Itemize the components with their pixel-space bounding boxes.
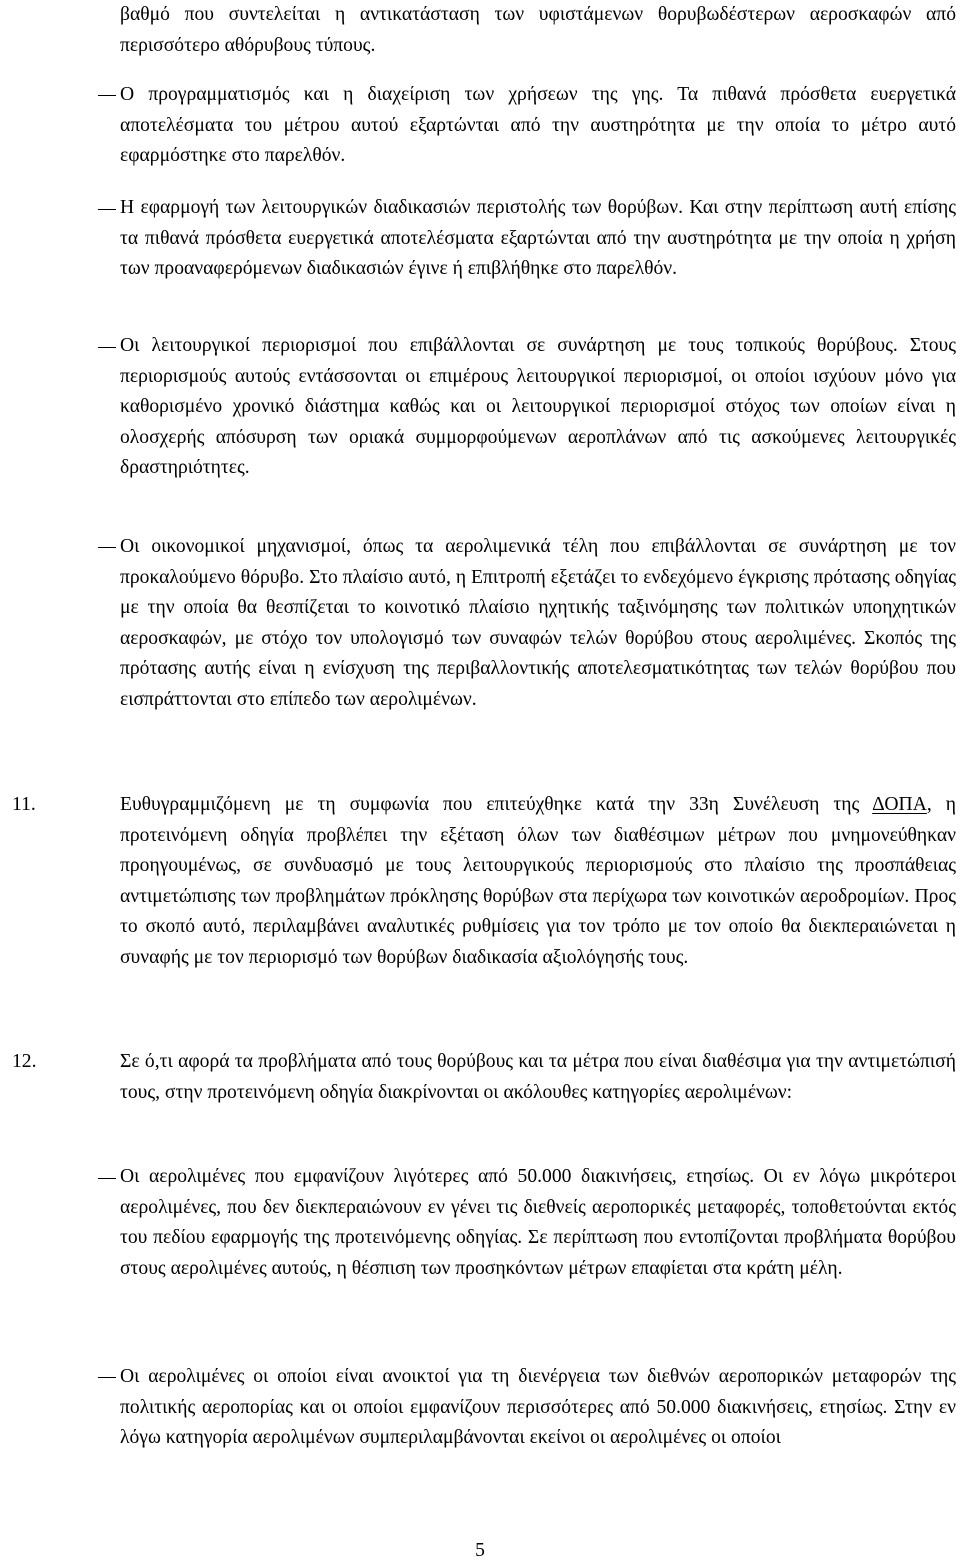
bullet-operating-restrictions: Οι λειτουργικοί περιορισμοί που επιβάλλονται σε συνάρτηση με τους τοπικούς θορύβους. Στους περιορισμούς αυτούς εντάσσονται οι επιμέρους λειτουργικοί περιορισμοί, οι οποίοι ισχύουν μόνο για καθορισμένο χρονικό διάστημα καθώς και οι λειτουργικοί περιορισμοί στόχος των οποίων είναι η ολοσχερής απόσυρση των οριακά συμμορφούμενων αεροπλάνων από τις ασκούμενες λειτουργικές δραστηριότητες.: [120, 335, 956, 479]
page-number: 5: [475, 1540, 485, 1561]
item-11-paragraph: [120, 790, 956, 974]
icao-abbreviation: ΔΟΠΑ: [872, 794, 927, 815]
item-11-text-before: Ευθυγραμμιζόμενη με τη συμφωνία που επιτεύχθηκε κατά την 33η Συνέλευση της: [120, 794, 873, 815]
dash-bullet-marker: [98, 209, 116, 210]
dash-bullet-marker: [98, 1178, 116, 1179]
item-12-paragraph: Σε ό,τι αφορά τα προβλήματα από τους θορύβους και τα μέτρα που είναι διαθέσιμα για την αντιμετώπισή τους, στην προτεινόμενη οδηγία διακρίνονται οι ακόλουθες κατηγορίες αερολιμένων:: [120, 1051, 956, 1103]
bullet-small-airports: Οι αερολιμένες που εμφανίζουν λιγότερες από 50.000 διακινήσεις, ετησίως. Οι εν λόγω μικρότεροι αερολιμένες, που δεν διεκπεραιώνουν εν γένει τις διεθνείς αεροπορικές μεταφορές, τοποθετούνται εκτός του πεδίου εφαρμογής της προτεινόμενης οδηγίας. Σε περίπτωση που εντοπίζονται προβλήματα θορύβου στους αερολιμένες αυτούς, η θέσπιση των προσηκόντων μέτρων επαφίεται στα κράτη μέλη.: [120, 1166, 956, 1279]
dash-bullet-marker: [98, 547, 116, 548]
item-number-12: 12.: [12, 1051, 37, 1072]
item-11-text-after: , η προτεινόμενη οδηγία προβλέπει την εξέταση όλων των διαθέσιμων μέτρων που μνημονεύθηκαν προηγουμένως, σε συνδυασμό με τους λειτουργικούς περιορισμούς στο πλαίσιο της προσπάθειας αντιμετώπισης των προβλημάτων πρόκλησης θορύβων στα περίχωρα των κοινοτικών αεροδρομίων. Προς το σκοπό αυτό, περιλαμβάνει αναλυτικές ρυθμίσεις για τον τρόπο με τον οποίο θα διεκπεραιώνεται η συναφής με τον περιορισμό των θορύβων διαδικασία αξιολόγησής τους.: [120, 794, 957, 968]
bullet-operational-procedures: Η εφαρμογή των λειτουργικών διαδικασιών περιστολής των θορύβων. Και στην περίπτωση αυτή επίσης τα πιθανά πρόσθετα ευεργετικά αποτελέσματα εξαρτώνται από την αυστηρότητα με την οποία η χρήση των προαναφερόμενων διαδικασιών έγινε ή επιβλήθηκε στο παρελθόν.: [120, 197, 956, 280]
dash-bullet-marker: [98, 95, 116, 96]
bullet-economic-instruments: Οι οικονομικοί μηχανισμοί, όπως τα αερολιμενικά τέλη που επιβάλλονται σε συνάρτηση με τον προκαλούμενο θόρυβο. Στο πλαίσιο αυτό, η Επιτροπή εξετάζει το ενδεχόμενο έγκρισης πρότασης οδηγίας με την οποία θα θεσπίζεται το κοινοτικό πλαίσιο ηχητικής ταξινόμησης των πολιτικών υποηχητικών αεροσκαφών, με στόχο τον υπολογισμό των συναφών τελών θορύβου στους αερολιμένες. Σκοπός της πρότασης αυτής είναι η ενίσχυση της περιβαλλοντικής αποτελεσματικότητας των τελών θορύβου που εισπράττονται στο επίπεδο των αερολιμένων.: [120, 536, 956, 710]
continuation-paragraph: βαθμό που συντελείται η αντικατάσταση των υφιστάμενων θορυβωδέστερων αεροσκαφών από περισσότερο αθόρυβους τύπους.: [120, 4, 956, 56]
item-number-11: 11.: [12, 794, 36, 815]
dash-bullet-marker: [98, 347, 116, 348]
bullet-large-airports: Οι αερολιμένες οι οποίοι είναι ανοικτοί για τη διενέργεια των διεθνών αεροπορικών μεταφορών της πολιτικής αεροπορίας και οι οποίοι εμφανίζουν περισσότερες από 50.000 διακινήσεις, ετησίως. Στην εν λόγω κατηγορία αερολιμένων συμπεριλαμβάνονται εκείνοι οι αερολιμένες οι οποίοι: [120, 1366, 956, 1449]
dash-bullet-marker: [98, 1377, 116, 1378]
bullet-land-use: Ο προγραμματισμός και η διαχείριση των χρήσεων της γης. Τα πιθανά πρόσθετα ευεργετικά αποτελέσματα του μέτρου αυτού εξαρτώνται από την αυστηρότητα με την οποία το μέτρο αυτό εφαρμόστηκε στο παρελθόν.: [120, 84, 956, 167]
